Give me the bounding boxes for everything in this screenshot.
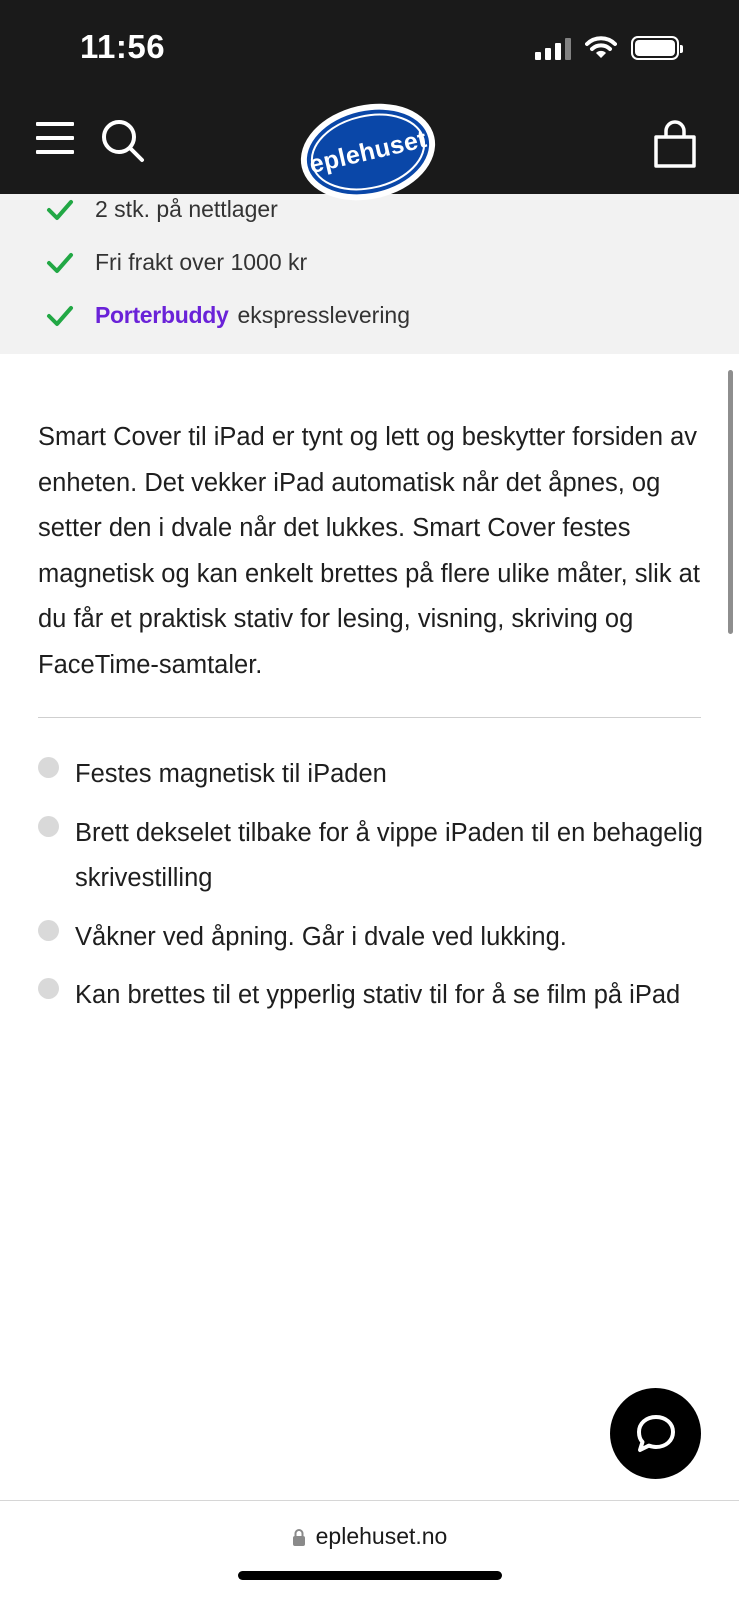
bullet-icon [38,757,59,778]
bullet-icon [38,816,59,837]
feature-text: Brett dekselet tilbake for å vippe iPaden til en behagelig skrivestilling [75,818,703,892]
bullet-icon [38,920,59,941]
address-bar[interactable] [0,1523,739,1550]
shipping-text: Fri frakt over 1000 kr [95,249,308,275]
browser-bottom-bar [0,1500,739,1600]
home-indicator[interactable] [238,1571,502,1580]
cellular-signal-icon [535,36,571,60]
list-item [38,811,708,902]
express-text: ekspresslevering [237,302,411,328]
express-delivery [46,302,410,329]
shopping-bag-icon[interactable] [652,120,698,170]
list-item [38,752,708,798]
chat-button[interactable] [610,1388,701,1479]
check-icon [46,252,74,274]
check-icon [46,199,74,221]
battery-icon [631,36,679,60]
status-time: 11:56 [80,28,166,65]
feature-text: Festes magnetisk til iPaden [75,760,387,788]
stock-status [46,196,278,223]
hamburger-menu-icon[interactable] [36,122,74,158]
list-item [38,915,708,961]
wifi-icon [585,36,617,60]
scrollbar[interactable] [728,370,733,634]
url-text: eplehuset.no [315,1523,448,1549]
chat-bubble-icon [634,1413,678,1455]
search-icon[interactable] [100,118,146,164]
divider [38,717,701,718]
porterbuddy-logo: Porterbuddy [95,302,229,328]
bullet-icon [38,978,59,999]
status-icons [535,36,679,60]
free-shipping [46,249,307,276]
top-bar [0,0,739,194]
site-logo[interactable] [298,100,438,204]
list-item [38,973,708,1019]
feature-list [38,752,708,1032]
feature-text: Våkner ved åpning. Går i dvale ved lukking. [75,922,567,951]
stock-text: 2 stk. på nettlager [95,196,278,222]
lock-icon [292,1528,306,1546]
product-description: Smart Cover til iPad er tynt og lett og beskytter forsiden av enheten. Det vekker iPad automatisk når det åpnes, og setter den i dvale når det lukkes. Smart Cover festes magnetisk og kan enkelt brettes på flere ulike måter, slik at du får et praktisk stativ for lesing, visning, skriving og FaceTime-samtaler. [38,423,700,679]
check-icon [46,305,74,327]
availability-panel [0,194,739,354]
feature-text: Kan brettes til et ypperlig stativ til for å se film på iPad [75,981,681,1009]
logo-text: eplehuset [306,124,430,179]
